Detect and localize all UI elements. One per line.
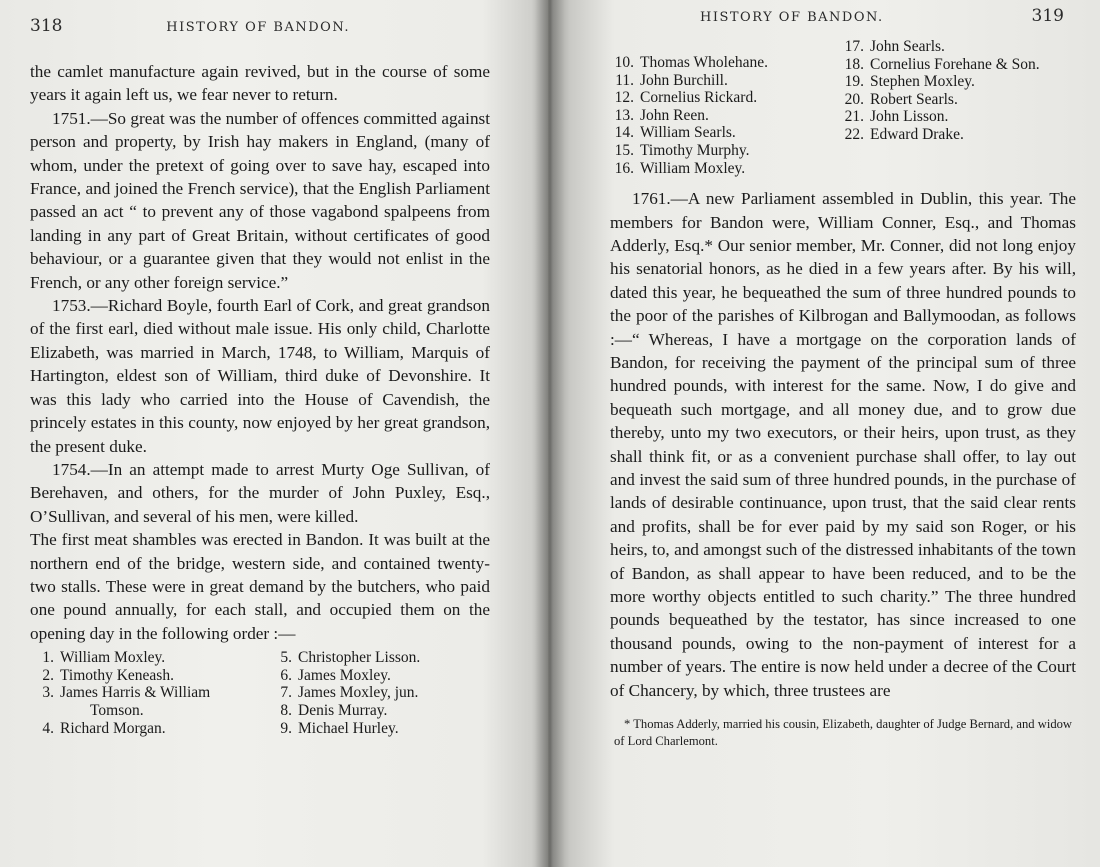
stall-list-column [610,54,806,177]
stall-list-right [610,38,1076,177]
list-item: 7. James Moxley, jun. [280,684,419,702]
list-item: 1. William Moxley. [42,649,166,667]
right-running-title: HISTORY OF BANDON. [700,10,884,25]
list-item: 10. Thomas Wholehane. [614,54,768,71]
list-item: 12. Cornelius Rickard. [614,89,758,107]
paragraph-1751: 1751.—So great was the number of offences committed against person and property, by Irish hay makers in England, (many of whom, under the pretext of going over to save hay, escaped into France, and joined the French service), that the English Parliament passed an act “ to prevent any of those vagabond spalpeens from landing in any part of Great Britain, without certificates of good behaviour, or a guarantee given that they would not enlist in the French, or any other foreign service.” [30,108,490,292]
left-page [0,0,548,867]
list-item: 5. Christopher Lisson. [280,649,421,667]
list-item: 9. Michael Hurley. [280,719,399,737]
right-page-number: 319 [1031,6,1064,26]
footnote: * Thomas Adderly, married his cousin, Elizabeth, daughter of Judge Bernard, and widow of Lord Charlemont. [614,717,1073,749]
paragraph-shambles: The first meat shambles was erected in Bandon. It was built at the northern end of the bridge, western side, and contained twenty-two stalls. These were in great demand by the butchers, who paid one pound annually, for each stall, and occupied them on the opening day in the following order :— [30,530,490,643]
list-item: Tomson. [90,701,144,719]
stall-list-column [840,38,1040,177]
left-page-number: 318 [30,16,63,36]
list-item: 16. William Moxley. [614,159,746,177]
list-item: 13. John Reen. [614,106,709,124]
left-running-title: HISTORY OF BANDON. [166,20,350,35]
left-body-text [30,60,490,645]
right-page [548,0,1100,867]
list-item: 18. Cornelius Forehane & Son. [844,55,1040,73]
left-running-head [30,16,490,38]
paragraph-1753: 1753.—Richard Boyle, fourth Earl of Cork, and great grandson of the first earl, died without male issue. His only child, Charlotte Elizabeth, was married in March, 1748, to William, Marquis of Hartington, eldest son of William, third duke of Devonshire. It was this lady who carried into the House of Cavendish, the princely estates in this county, now enjoyed by her great grandson, the present duke. [30,296,490,456]
stall-list-left [30,649,490,737]
list-item: 2. Timothy Keneash. [42,666,174,684]
list-item: 19. Stephen Moxley. [844,73,975,91]
list-item: 6. James Moxley. [280,666,391,684]
list-item: 3. James Harris & William [42,684,211,702]
paragraph-1754: 1754.—In an attempt made to arrest Murty Oge Sullivan, of Berehaven, and others, for the murder of John Puxley, Esq., O’Sullivan, and several of his men, were killed. [30,459,490,526]
list-item: 20. Robert Searls. [844,90,958,108]
list-item: 15. Timothy Murphy. [614,141,750,159]
right-running-head [610,6,1064,28]
list-item: 17. John Searls. [844,38,945,55]
paragraph-camlet: the camlet manufacture again revived, but in the course of some years it again left us, we fear never to return. [30,62,490,105]
list-item: 11. John Burchill. [615,71,728,89]
list-item: 8. Denis Murray. [280,701,388,719]
list-item: 21. John Lisson. [844,108,949,126]
list-item: 4. Richard Morgan. [42,719,166,737]
stall-list-column [268,649,420,737]
right-body-text [610,187,1076,702]
list-item: 22. Edward Drake. [844,125,964,143]
paragraph-1761: 1761.—A new Parliament assembled in Dublin, this year. The members for Bandon were, William Conner, Esq., and Thomas Adderly, Esq.* Our senior member, Mr. Conner, did not long enjoy his senatorial honors, as he died in a few years after. By his will, dated this year, he bequeathed the sum of three hundred pounds to the poor of the parishes of Kilbrogan and Ballymoodan, as follows :—“ Whereas, I have a mortgage on the corporation lands of Bandon, for receiving the payment of the principal sum of three hundred pounds, with interest for the same. Now, I do give and bequeath such mortgage, and all money due, and to grow due thereby, unto my two executors, or their heirs, upon trust, as they shall think fit, or as a convenient purchase shall offer, to lay out and invest the said sum of three hundred pounds, in the purchase of lands of desirable continuance, upon trust, that the said clear rents and profits, shall be for ever paid by my said son Roger, or his heirs, to, and amongst such of the distressed inhabitants of the town of Bandon, as shall appear to have been reduced, and to be the more worthy objects entitled to such charity.” The three hundred pounds bequeathed by the testator, has since increased to one thousand pounds, owing to the non-payment of interest for a number of years. The entire is now held under a decree of the Court of Chancery, by which, three trustees are [610,189,1076,700]
list-item: 14. William Searls. [614,124,736,142]
stall-list-column [30,649,240,737]
